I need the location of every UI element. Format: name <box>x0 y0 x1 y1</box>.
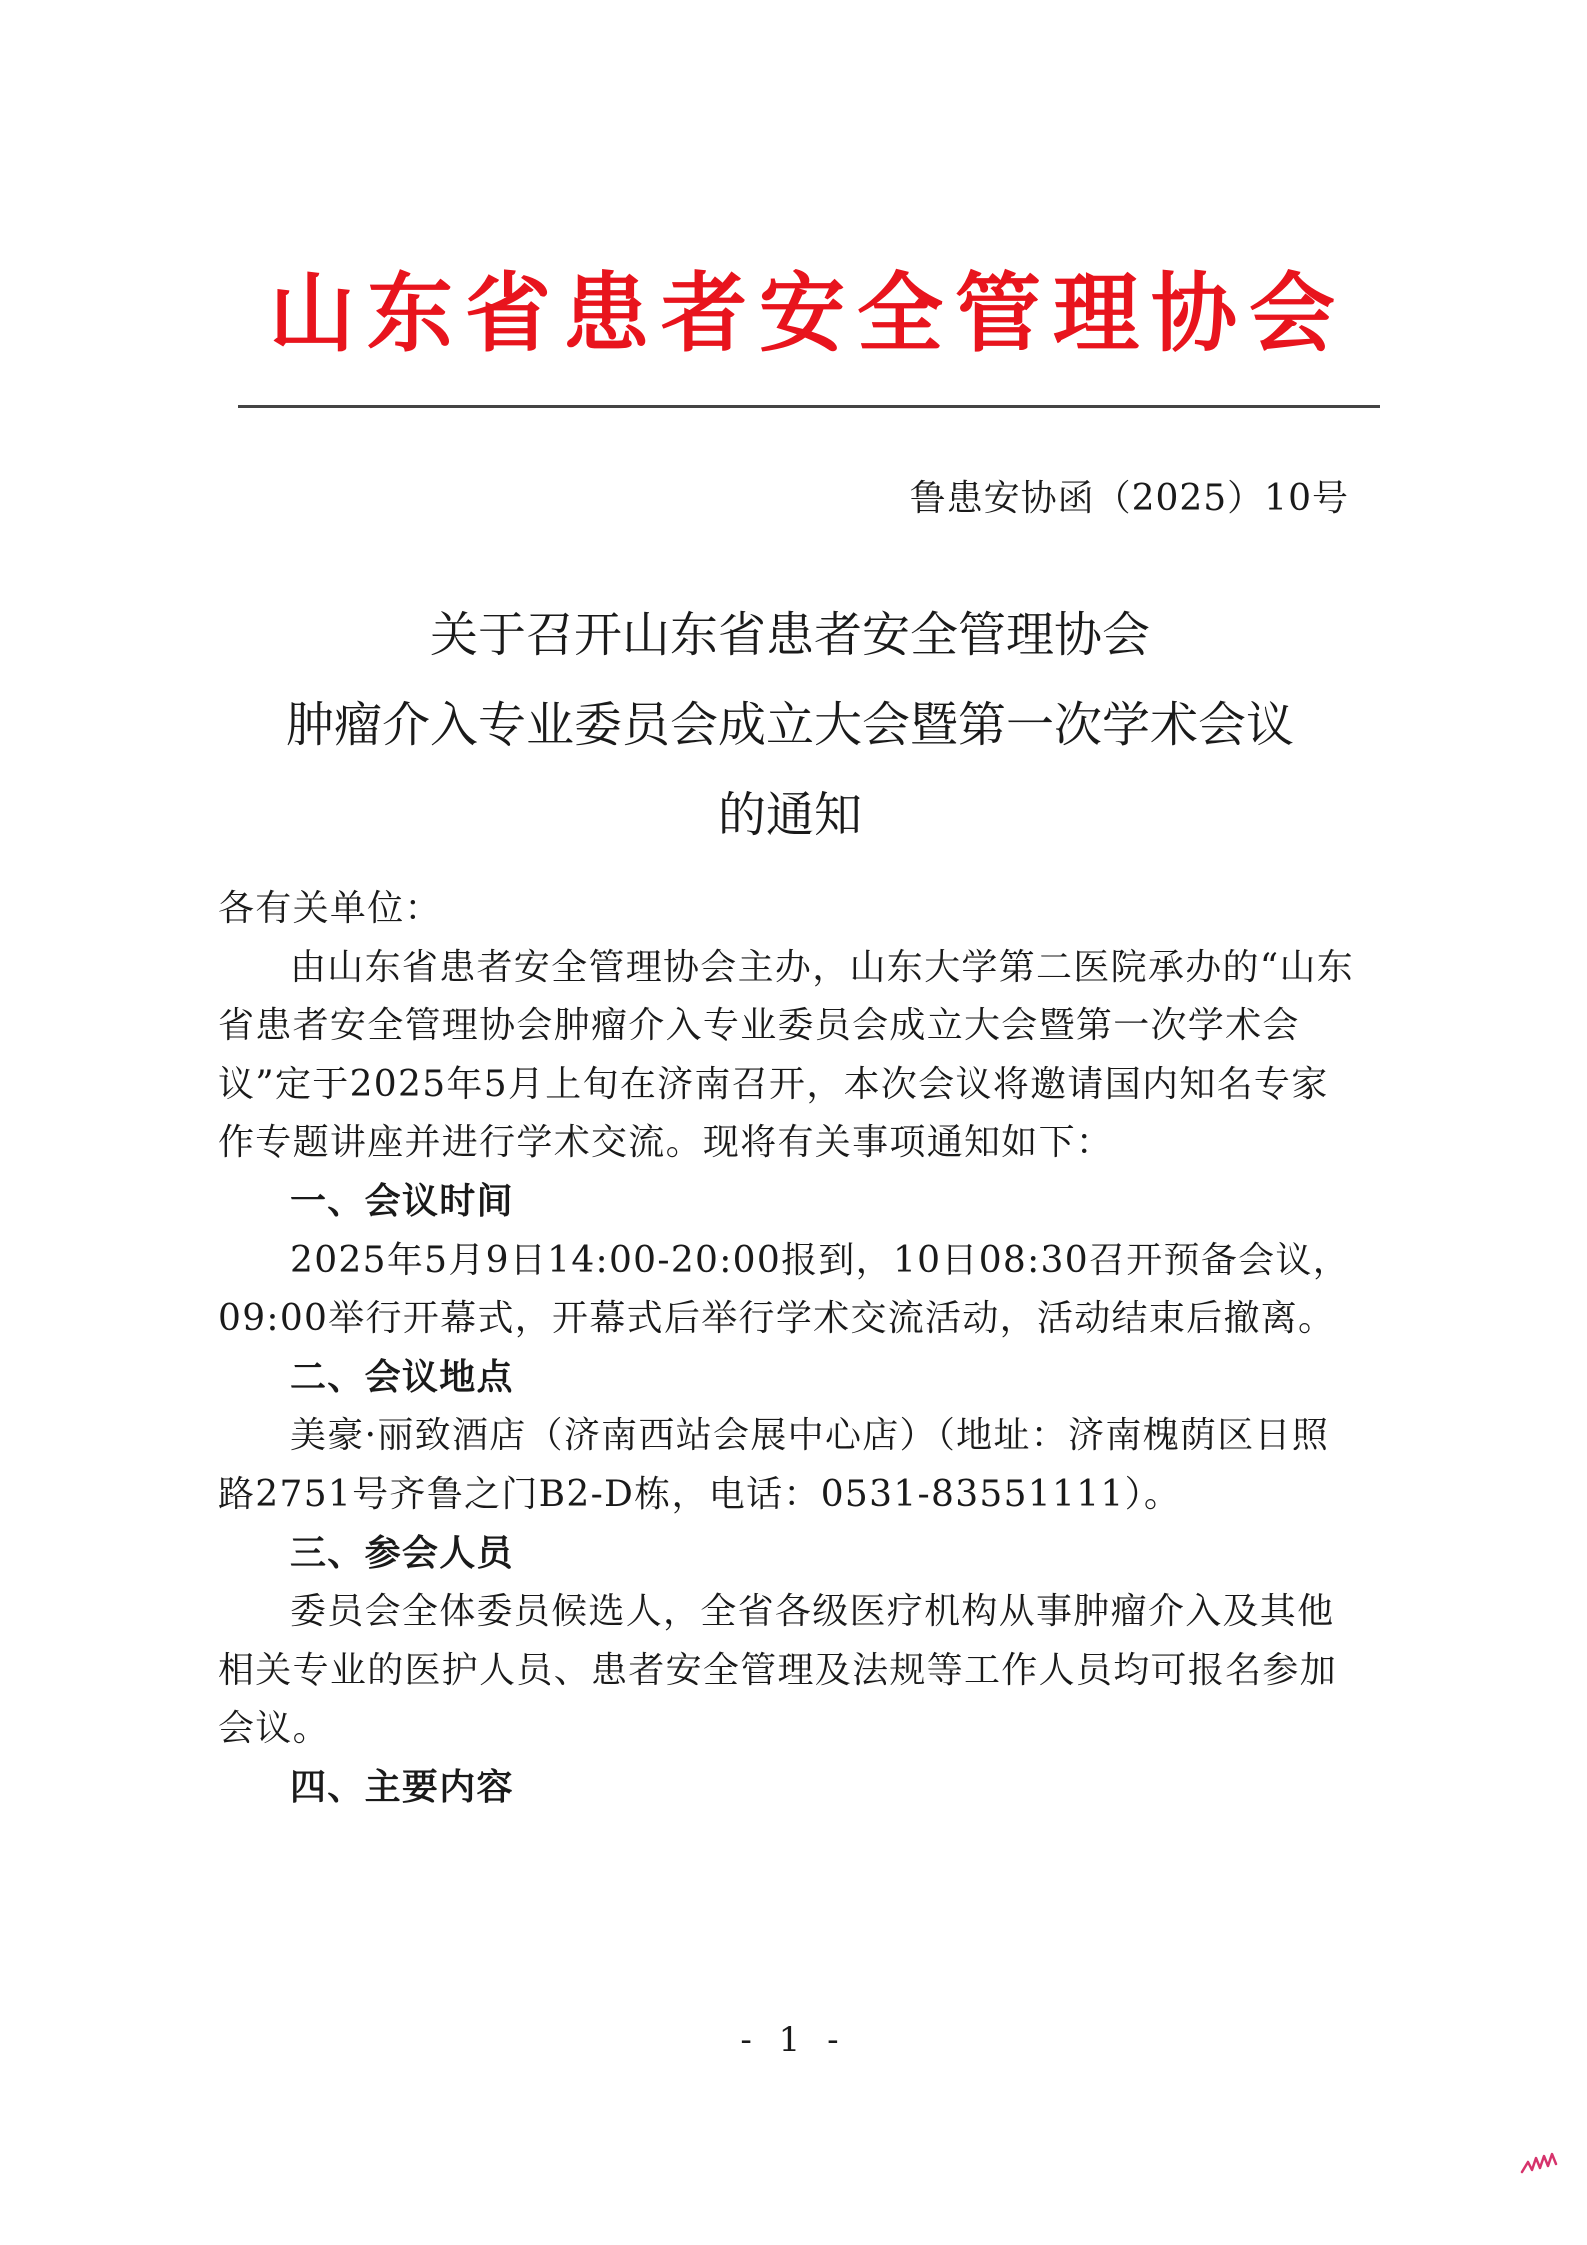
section-text-attendees: 委员会全体委员候选人，全省各级医疗机构从事肿瘤介入及其他相关专业的医护人员、患者安全管理及法规等工作人员均可报名参加会议。 <box>218 1591 1338 1750</box>
salutation: 各有关单位： <box>218 888 442 929</box>
title-line-1: 关于召开山东省患者安全管理协会 <box>429 607 1150 663</box>
title-line-3: 的通知 <box>717 787 862 843</box>
intro-paragraph: 由山东省患者安全管理协会主办，山东大学第二医院承办的“山东省患者安全管理协会肿瘤介入专业委员会成立大会暨第一次学术会议”定于2025年5月上旬在济南召开，本次会议将邀请国内知名专家作专题讲座并进行学术交流。现将有关事项通知如下： <box>218 946 1355 1164</box>
section-heading-venue: 二、会议地点 <box>290 1356 514 1398</box>
section-text-time: 2025年5月9日14:00-20:00报到，10日08:30召开预备会议，09:00举行开幕式，开幕式后举行学术交流活动，活动结束后撤离。 <box>218 1239 1351 1340</box>
page-number: - 1 - <box>740 2020 847 2060</box>
section-heading-attendees: 三、参会人员 <box>290 1532 514 1574</box>
header-divider <box>238 405 1380 408</box>
section-heading-time: 一、会议时间 <box>290 1180 514 1222</box>
document-number: 鲁患安协函（2025）10号 <box>909 478 1349 519</box>
org-header: 山东省患者安全管理协会 <box>269 263 1347 364</box>
document-title <box>210 590 1370 860</box>
title-line-2: 肿瘤介入专业委员会成立大会暨第一次学术会议 <box>285 697 1294 753</box>
document-body <box>218 880 1362 1818</box>
corner-watermark-icon <box>1520 2150 1560 2176</box>
section-text-venue: 美豪·丽致酒店（济南西站会展中心店）（地址：济南槐荫区日照路2751号齐鲁之门B2-D栋，电话：0531-83551111）。 <box>218 1415 1330 1515</box>
section-heading-content: 四、主要内容 <box>290 1766 514 1808</box>
